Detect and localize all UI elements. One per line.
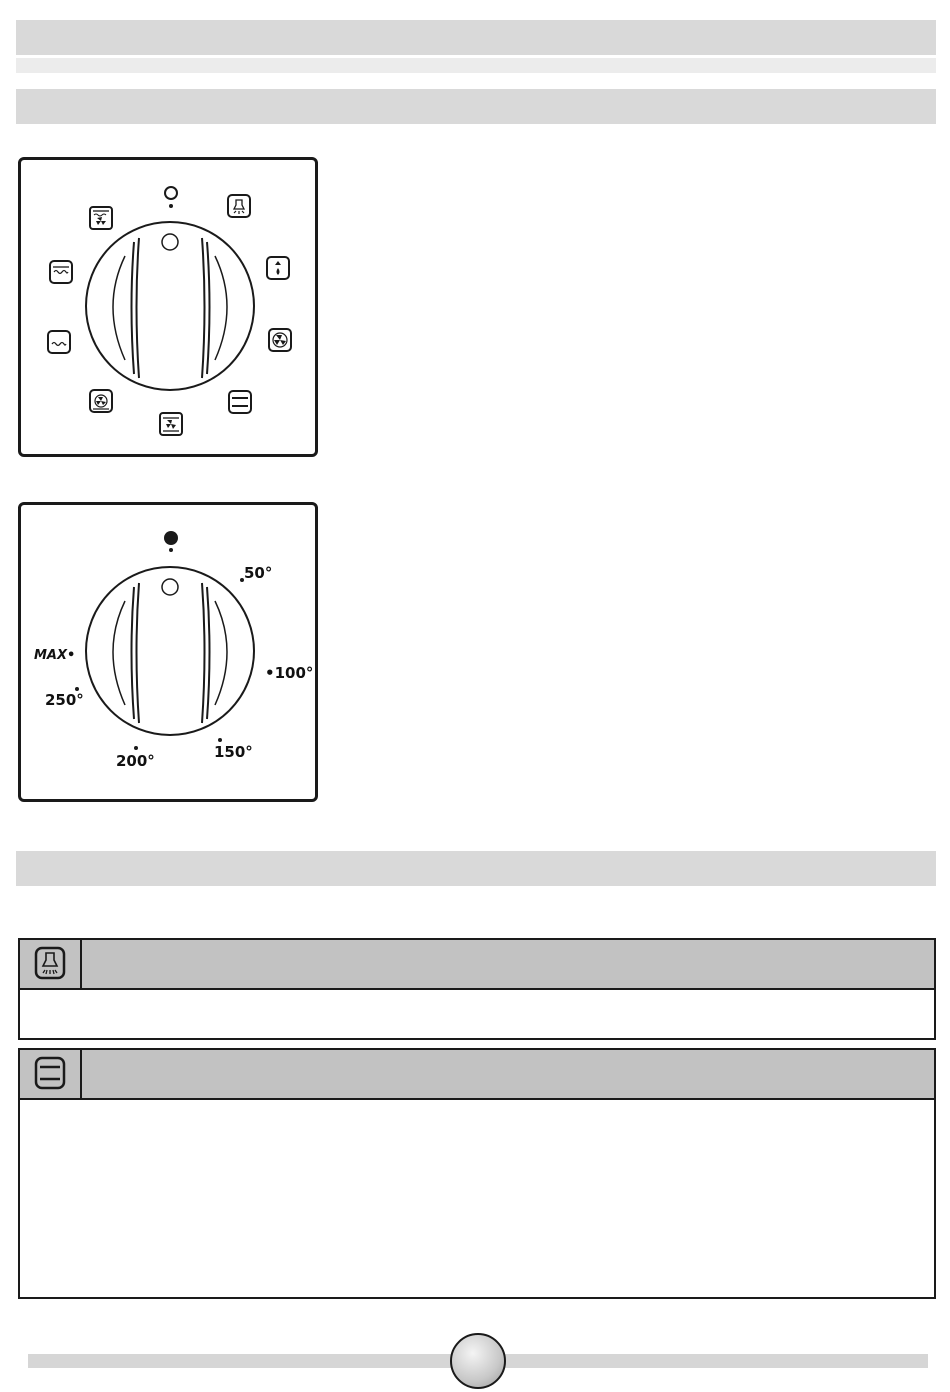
fan-icon (269, 329, 291, 351)
label-50: 50° (244, 564, 273, 582)
function-selector-drawing (21, 160, 315, 454)
function-icon-cell (20, 1050, 82, 1098)
label-150: 150° (214, 743, 253, 761)
label-250: 250° (45, 691, 84, 709)
page-number-badge (450, 1333, 506, 1389)
function-header-top-bottom-heat (20, 1050, 934, 1100)
top-heat-icon (50, 261, 72, 283)
off-indicator (165, 187, 177, 208)
thermostat-knob[interactable] (86, 567, 254, 735)
tick-200 (134, 746, 138, 750)
label-200: 200° (116, 752, 155, 770)
bottom-fan-icon (160, 413, 182, 435)
fan-grill-icon (90, 390, 112, 412)
thermostat-drawing (21, 505, 315, 799)
function-header-lamp (20, 940, 934, 990)
top-bottom-heat-icon (229, 391, 251, 413)
tick-150 (218, 738, 222, 742)
defrost-icon (267, 257, 289, 279)
functions-section-bar (16, 851, 936, 886)
thermostat-off-indicator (164, 531, 178, 552)
subsection-header-bar (16, 89, 936, 124)
function-box-top-bottom-heat (18, 1048, 936, 1299)
lamp-icon (228, 195, 250, 217)
bottom-heat-icon (48, 331, 70, 353)
grill-fan-icon (90, 207, 112, 229)
function-icon-cell (20, 940, 82, 988)
function-selector-knob[interactable] (86, 222, 254, 390)
lamp-icon (20, 940, 80, 988)
section-subheader-strip (16, 58, 936, 73)
label-max: MAX• (34, 648, 76, 663)
function-selector-panel (18, 157, 318, 457)
function-box-lamp (18, 938, 936, 1040)
section-header-bar (16, 20, 936, 55)
label-100: •100° (265, 664, 314, 682)
thermostat-panel (18, 502, 318, 802)
top-bottom-heat-icon (20, 1050, 80, 1098)
